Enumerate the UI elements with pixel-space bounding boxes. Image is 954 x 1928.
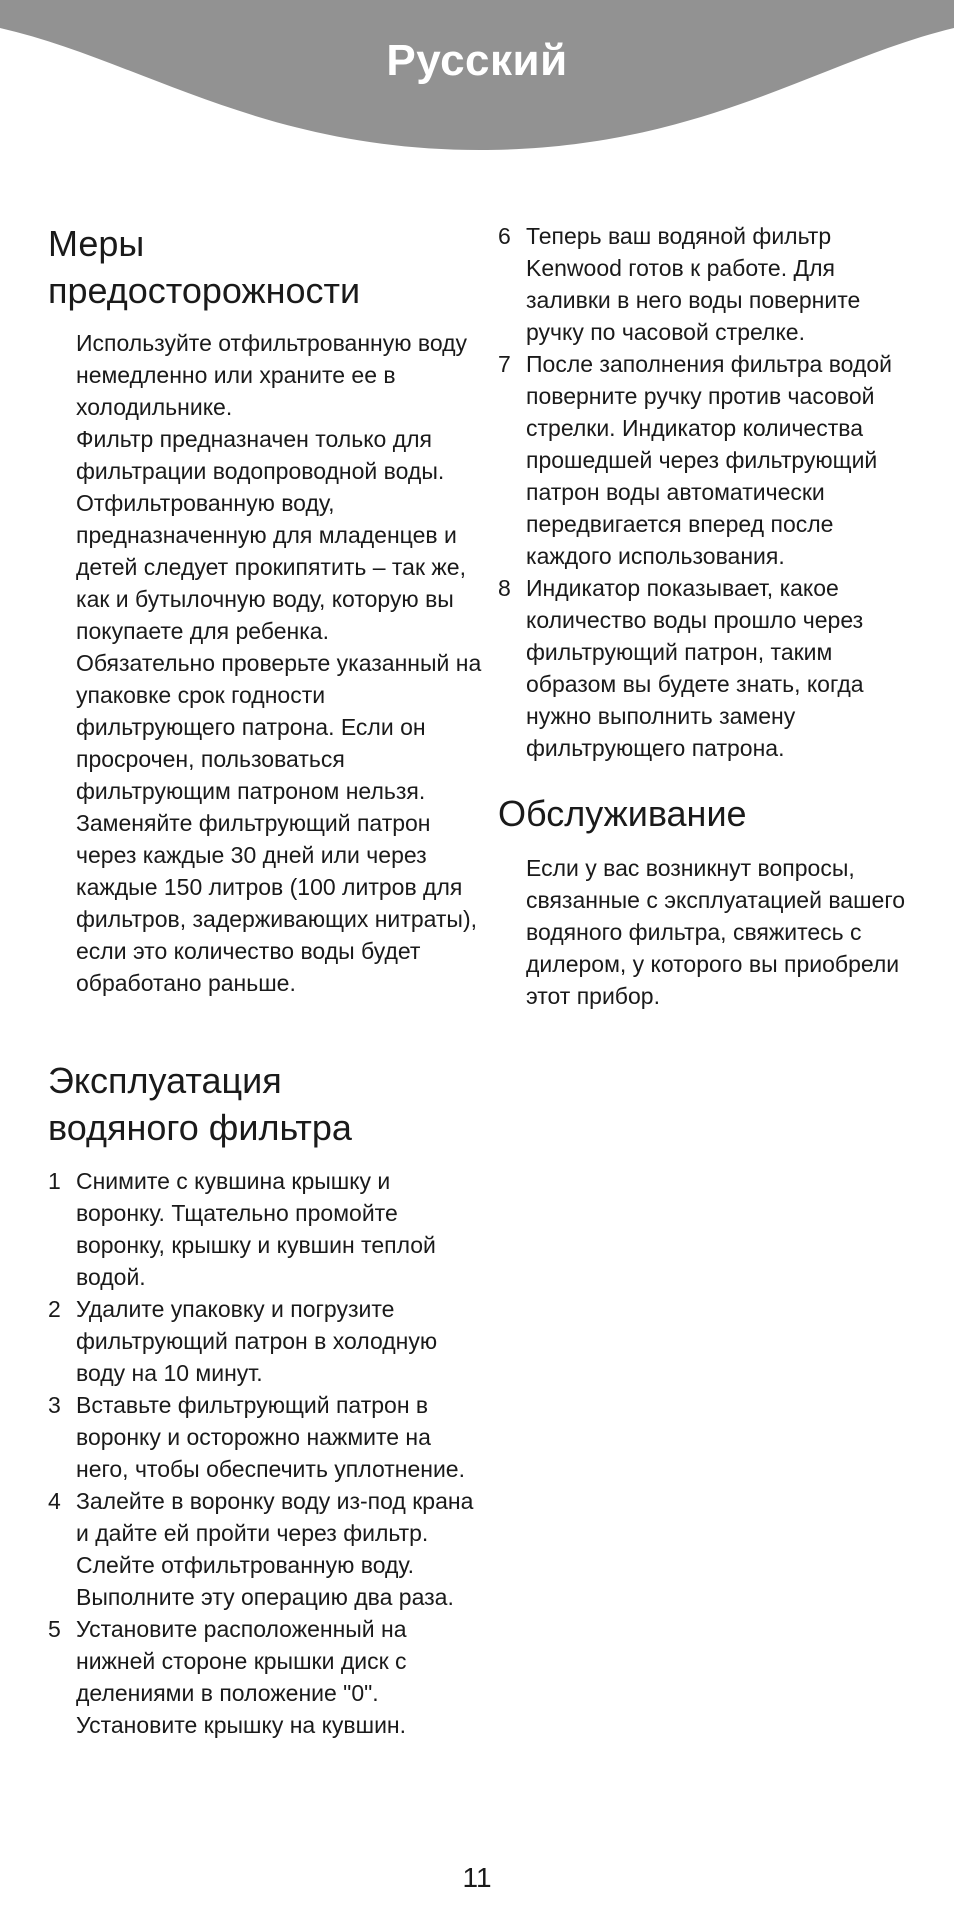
list-item	[48, 1389, 484, 1485]
operation-heading-line1: Эксплуатация	[48, 1060, 282, 1101]
list-item	[48, 1165, 484, 1293]
step-number: 2	[48, 1296, 61, 1322]
list-item	[498, 220, 918, 348]
precautions-paragraph: Заменяйте фильтрующий патрон через каждые 30 дней или через каждые 150 литров (100 литров для фильтров, задерживающих нитраты), если это количество воды будет обработано раньше.	[76, 810, 478, 996]
header-banner	[0, 0, 954, 160]
step-text: После заполнения фильтра водой поверните ручку против часовой стрелки. Индикатор количества прошедшей через фильтрующий патрон воды автоматически передвигается вперед после каждого использования.	[526, 351, 893, 569]
step-text: Установите расположенный на нижней стороне крышки диск с делениями в положение "0". Установите крышку на кувшин.	[76, 1616, 407, 1738]
operation-steps-list-right	[498, 220, 918, 764]
step-number: 1	[48, 1168, 61, 1194]
precautions-heading-line1: Меры	[48, 223, 145, 264]
precautions-paragraph: Фильтр предназначен только для фильтрации водопроводной воды.	[76, 426, 445, 484]
list-item	[48, 1293, 484, 1389]
step-number: 4	[48, 1488, 61, 1514]
list-item	[48, 1485, 484, 1613]
step-number: 7	[498, 351, 511, 377]
step-text: Вставьте фильтрующий патрон в воронку и осторожно нажмите на него, чтобы обеспечить уплотнение.	[76, 1392, 465, 1482]
precautions-heading	[48, 220, 468, 314]
service-text: Если у вас возникнут вопросы, связанные с эксплуатацией вашего водяного фильтра, свяжитесь с дилером, у которого вы приобрели этот прибор.	[526, 855, 906, 1009]
step-number: 6	[498, 223, 511, 249]
language-title: Русский	[386, 36, 568, 85]
precautions-body	[48, 327, 484, 999]
operation-heading-line2: водяного фильтра	[48, 1107, 352, 1148]
service-heading: Обслуживание	[498, 793, 747, 834]
step-number: 8	[498, 575, 511, 601]
list-item	[48, 1613, 484, 1741]
precautions-paragraph: Отфильтрованную воду, предназначенную для младенцев и детей следует прокипятить – так же, как и бутылочную воду, которую вы покупаете для ребенка.	[76, 490, 466, 644]
list-item	[498, 348, 918, 572]
step-number: 3	[48, 1392, 61, 1418]
step-text: Снимите с кувшина крышку и воронку. Тщательно промойте воронку, крышку и кувшин теплой водой.	[76, 1168, 436, 1290]
operation-steps-list-left	[48, 1165, 484, 1741]
precautions-paragraph: Используйте отфильтрованную воду немедленно или храните ее в холодильнике.	[76, 330, 468, 420]
step-text: Залейте в воронку воду из-под крана и дайте ей пройти через фильтр. Слейте отфильтрованную воду. Выполните эту операцию два раза.	[76, 1488, 474, 1610]
precautions-heading-line2: предосторожности	[48, 270, 361, 311]
page-number: 11	[462, 1862, 492, 1893]
step-text: Индикатор показывает, какое количество воды прошло через фильтрующий патрон, таким образом вы будете знать, когда нужно выполнить замену фильтрующего патрона.	[526, 575, 864, 761]
step-text: Удалите упаковку и погрузите фильтрующий патрон в холодную воду на 10 минут.	[76, 1296, 438, 1386]
list-item	[498, 572, 918, 764]
precautions-paragraph: Обязательно проверьте указанный на упаковке срок годности фильтрующего патрона. Если он просрочен, пользоваться фильтрующим патроном нельзя.	[76, 650, 482, 804]
step-text: Теперь ваш водяной фильтр Kenwood готов к работе. Для заливки в него воды поверните ручку по часовой стрелке.	[526, 223, 861, 345]
operation-heading	[48, 1057, 468, 1151]
step-number: 5	[48, 1616, 61, 1642]
